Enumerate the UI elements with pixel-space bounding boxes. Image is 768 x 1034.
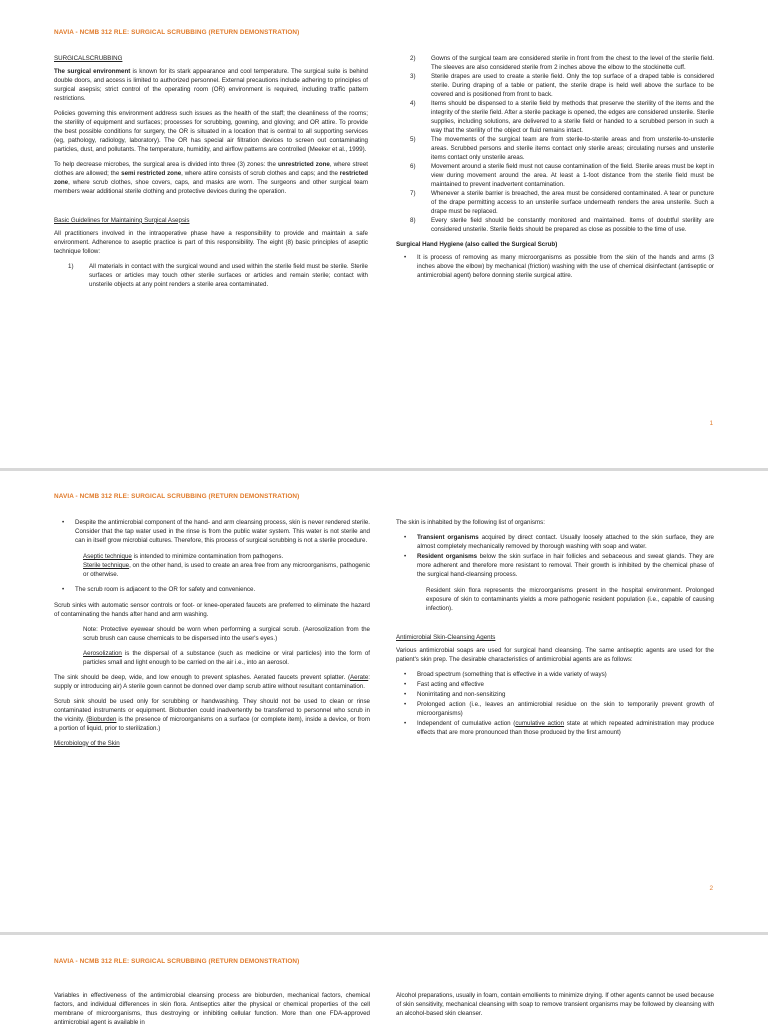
paragraph [54, 68, 368, 104]
list-item: 5) The movements of the surgical team are from sterile-to-sterile areas and from unsterile-to-unsterile areas. Scrubbed persons and sterile items contact only sterile areas; circulating nurses and unsterile items contact only unsterile areas. [410, 135, 714, 161]
paragraph: Resident skin flora represents the microorganisms present in the hospital environment. Prolonged exposure of skin to contaminants yields a more pathogenic resident population (i.e., capable of causing infection). [426, 586, 714, 612]
list-item: • Nonirritating and non-sensitizing [396, 691, 714, 700]
paragraph: The skin is inhabited by the following list of organisms: [396, 519, 545, 526]
list-item: • Independent of cumulative action (cumulative action state at which repeated administration may produce effects that are more pronounced than those produced by the first amount) [396, 720, 714, 738]
page2-left-column [54, 519, 370, 755]
list-item: 8) Every sterile field should be constantly monitored and maintained. Items of doubtful sterility are considered unsterile. Sterile fields should be prepared as close as possible to the time of use. [410, 216, 714, 233]
bullet-list [396, 720, 714, 738]
section-heading: Surgical Hand Hygiene (also called the Surgical Scrub) [396, 240, 558, 248]
bold-term: unrestricted zone [277, 160, 330, 168]
numbered-list [396, 55, 714, 235]
text: is known for its stark appearance and cool temperature. The surgical suite is behind double doors, and access is limited to authorized personnel. External precautions include adhering to principles of surgical asepsis; strict control of the operating room (OR) environment is required, including traffic pattern restrictions. [54, 67, 368, 102]
list-item: 6) Movement around a sterile field must not cause contamination of the field. Sterile areas must be kept in view during movement around the area. At least a 1-foot distance from the sterile field must be maintained to prevent inadvertent contamination. [410, 162, 714, 188]
list-item: 3) Sterile drapes are used to create a sterile field. Only the top surface of a draped table is considered sterile. During draping of a table or patient, the sterile drape is held well above the surface to be covered and is positioned from front to back. [410, 72, 714, 98]
list-item: 2) Gowns of the surgical team are considered sterile in front from the chest to the level of the sterile field. The sleeves are also considered sterile from 2 inches above the elbow to the stockinette cuff. [410, 55, 714, 71]
list-item: • The scrub room is adjacent to the OR for safety and convenience. [54, 586, 370, 595]
bullet-list [54, 519, 370, 546]
bullet-list [396, 254, 714, 281]
list-item: • Despite the antimicrobial component of the hand- and arm cleansing process, skin is never rendered sterile. Consider that the tap water used in the rinse is from the public water system. This water is not sterile and can in itself grow microbial cultures. Therefore, this process of surgical scrubbing is not a sterile procedure. [54, 519, 370, 546]
page1-right-column [396, 55, 714, 282]
page-divider [0, 468, 768, 471]
note: Note: Protective eyewear should be worn when performing a surgical scrub. (Aerosolization from the scrub brush can cause chemicals to be dispersed into the user's eyes.) [83, 625, 370, 642]
definition: Aseptic technique is intended to minimize contamination from pathogens. [83, 552, 284, 560]
text: , where street clothes are allowed; the [54, 160, 368, 177]
list-item: • It is process of removing as many microorganisms as possible from the skin of the hands and arms (3 inches above the elbow) by mechanical (friction) washing with the use of chemical disinfectant (antiseptic or antimicrobial agent) before donning sterile surgical attire. [396, 254, 714, 281]
list-item: • Transient organisms acquired by direct contact. Usually loosely attached to the skin surface, they are almost completely mechanically removed by thorough washing with soap and water. [396, 534, 714, 552]
definition: Aerosolization is the dispersal of a substance (such as medicine or viral particles) into the form of particles small and light enough to be carried on the air i.e., into an aerosol. [83, 649, 370, 666]
section-heading: Microbiology of the Skin [54, 739, 120, 747]
list-item: • Prolonged action (i.e., leaves an antimicrobial residue on the skin to temporarily prevent growth of microorganisms) [396, 701, 714, 719]
list-item: 1) All materials in contact with the surgical wound and used within the sterile field must be sterile. Sterile surfaces or articles may touch other sterile surfaces or articles and remain sterile; contact with unsterile objects at any point renders a sterile area contaminated. [68, 262, 368, 288]
page-number: 2 [709, 885, 713, 892]
section-heading: SURGICALSCRUBBING [54, 55, 123, 62]
paragraph: Scrub sink should be used only for scrubbing or handwashing. They should not be used to clean or rinse contaminated instruments or equipment. Bioburden could inadvertently be transferred to personnel who scrub in the vicinity. (Bioburden is the presence of microorganisms on a surface (or complete item), inside a device, or from a portion of liquid, prior to sterilization.) [54, 697, 370, 732]
paragraph: Policies governing this environment address such issues as the health of the staff; the cleanliness of the rooms; the sterility of equipment and surfaces; processes for scrubbing, gowning, and gloving; and OR attire. To provide the best possible conditions for surgery, the OR is situated in a location that is central to all supporting services (eg, pathology, radiology, laboratory). The OR has special air filtration devices to screen out contaminating particles, dust, and pollutants. The temperature, humidity, and airflow patterns are controlled (Meeker et al., 1999). [54, 109, 368, 153]
page3-right-column [396, 992, 714, 1025]
list-item: 4) Items should be dispensed to a sterile field by methods that preserve the sterility of the items and the integrity of the sterile field. After a sterile package is opened, the edges are considered unsterile. Sterile supplies, including solutions, are delivered to a sterile field or handed to a scrubbed person in such a way that the sterility of the object or fluid remains intact. [410, 99, 714, 134]
paragraph: Alcohol preparations, usually in foam, contain emollients to minimize drying. If other agents cannot be used because of skin sensitivity, mechanical cleansing with soap to remove transient organisms may be followed by cleansing with an alcohol-based skin cleanser. [396, 992, 714, 1017]
page-divider [0, 932, 768, 935]
list-item: • Resident organisms below the skin surface in hair follicles and sebaceous and sweat glands. They are more adherent and therefore more resistant to removal. Their growth is inhibited by the chemical phase of the surgical hand-cleansing process. [396, 553, 714, 580]
page3-left-column [54, 992, 370, 1034]
page-number: 1 [709, 420, 713, 427]
paragraph: Variables in effectiveness of the antimicrobial cleansing process are bioburden, mechanical factors, chemical factors, and individual differences in skin flora. Antiseptics alter the physical or chemical properties of the cell membrane of microorganisms, thus destroying or inhibiting cellular function. More than one FDA-approved antimicrobial agent is available in [54, 992, 370, 1026]
bullet-list [54, 586, 370, 595]
page1-left-column [54, 55, 368, 290]
paragraph: All practitioners involved in the intraoperative phase have a responsibility to provide and maintain a safe environment. Adherence to aseptic practice is part of this responsibility. The eight (8) basic principles of aseptic technique follow: [54, 229, 368, 255]
bullet-list [396, 671, 714, 719]
text: , where attire consists of scrub clothes and caps; and the [181, 169, 340, 177]
page-header-title: NAVIA - NCMB 312 RLE: SURGICAL SCRUBBING (RETURN DEMONSTRATION) [54, 493, 300, 500]
text: To help decrease microbes, the surgical area is divided into three (3) zones: the [54, 160, 278, 168]
section-heading: Antimicrobial Skin-Cleansing Agents [396, 633, 496, 641]
paragraph: The sink should be deep, wide, and low enough to prevent splashes. Aerated faucets prevent splatter. (Aerate: supply or introducing air) A sterile gown cannot be donned over damp scrub attire without resultant contamination. [54, 673, 370, 690]
paragraph: Various antimicrobial soaps are used for surgical hand cleansing. The same antiseptic agents are used for the patient's skin prep. The desirable characteristics of antimicrobial agents are as follows: [396, 646, 714, 663]
page-header-title: NAVIA - NCMB 312 RLE: SURGICAL SCRUBBING (RETURN DEMONSTRATION) [54, 958, 300, 965]
bold-term: semi restricted zone [121, 169, 182, 177]
list-item: • Broad spectrum (something that is effective in a wide variety of ways) [396, 671, 714, 680]
text: , where scrub clothes, shoe covers, caps, and masks are worn. The surgeons and other surgical team members wear additional sterile clothing and protective devices during the operation. [54, 178, 368, 195]
list-item: 7) Whenever a sterile barrier is breached, the area must be considered contaminated. A tear or puncture of the drape permitting access to an unsterile surface underneath renders the area unsterile. Such a drape must be replaced. [410, 189, 714, 215]
paragraph [54, 161, 368, 197]
numbered-list [54, 263, 368, 290]
list-item: • Fast acting and effective [396, 681, 714, 690]
bold-term: The surgical environment [54, 67, 131, 75]
paragraph: Scrub sinks with automatic sensor controls or foot- or knee-operated faucets are preferred to eliminate the hazard of contaminating the hands after hand and arm washing. [54, 601, 370, 618]
page-header-title: NAVIA - NCMB 312 RLE: SURGICAL SCRUBBING (RETURN DEMONSTRATION) [54, 29, 300, 36]
page2-right-column [396, 519, 714, 739]
bold-term: restricted zone [54, 169, 368, 186]
bullet-list [396, 534, 714, 580]
section-heading: Basic Guidelines for Maintaining Surgical Asepsis [54, 216, 190, 224]
definition: Sterile technique, on the other hand, is used to create an area free from any microorganisms, pathogenic or otherwise. [83, 561, 371, 578]
